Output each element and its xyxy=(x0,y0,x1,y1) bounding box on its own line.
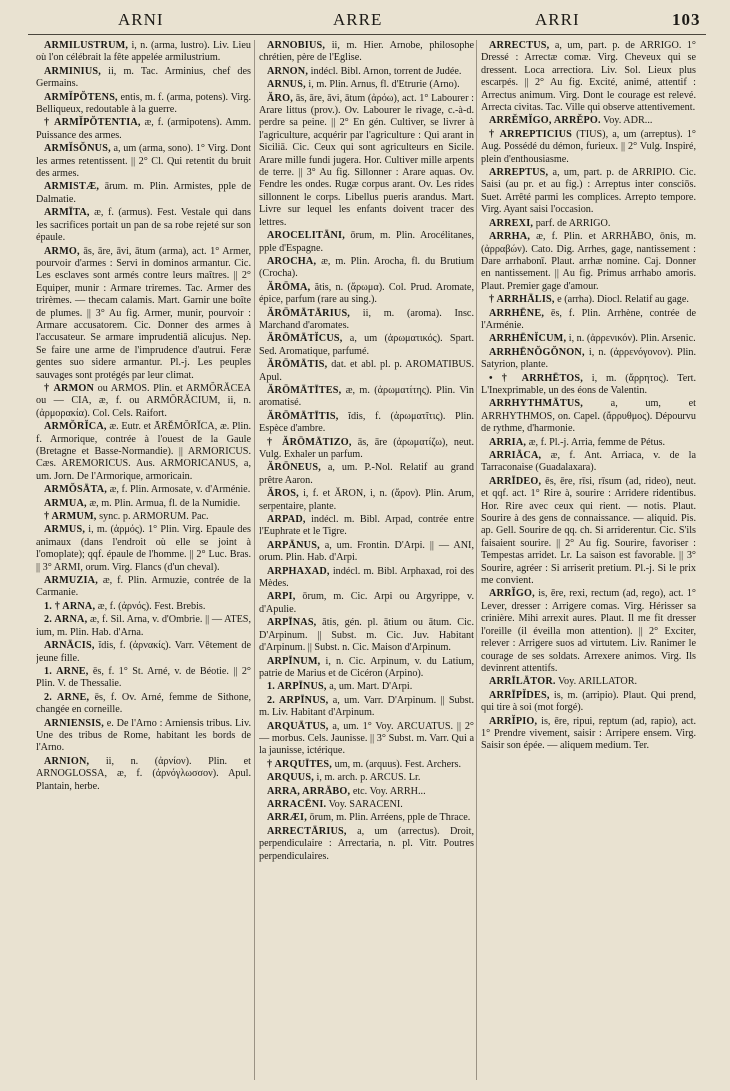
entry-headword: ĂRŌMĀTĪTIS, xyxy=(267,410,339,422)
entry-headword: ARPHAXAD, xyxy=(267,565,330,577)
entry-headword: ARRĬGO, xyxy=(489,588,535,600)
entry-definition: ōrum, m. Plin. Arréens, pple de Thrace. xyxy=(306,812,471,824)
entry-definition: æ, f. Pl.-j. Arria, femme de Pétus. xyxy=(526,436,666,448)
dictionary-entry xyxy=(481,40,696,114)
entry-headword: ARMĬSŎNUS, xyxy=(44,143,111,155)
entry-headword: ARRA, ARRĀBO, xyxy=(267,785,351,797)
entry-definition: ēs, f. 1° St. Arné, v. de Béotie. || 2° Plin. V. de Thessalie. xyxy=(36,665,251,690)
entry-definition: æ, f. Plin. Armuzie, contrée de la Carmanie. xyxy=(36,575,251,599)
entry-definition: e. De l'Arno : Arniensis tribus. Liv. Une des tribus de Rome, habitant les bords de l'Arno. xyxy=(36,717,251,754)
entry-definition: ēs, f. Plin. Arrhène, contrée de l'Arménie. xyxy=(481,307,696,331)
entry-definition: ās, āre, āvi, ātum (arma), act. 1° Armer, pourvoir d'armes : Servi in dominos armantur. Cic. Les esclaves sont armés contre leurs maîtres. || 2° Equiper, munir : Armare triremes. Tac. Armer des trirèmes. — thecam calamis. Mart. Garnir une boîte de plumes. || 3° Au fig. Armer, munir, pourvoir : Armare accusatorem. Cic. Donner des armes à l'accusateur. Se armare imprudentiā alicujus. Nep. Se faire une arme de l'imprudence d'autrui. Feræ gentes suo sidere armantur. Pl.-j. Les peuples sauvages sont protégés par leur climat. xyxy=(36,245,251,381)
entry-definition: sync. p. ARMORUM. Pac. xyxy=(96,511,209,523)
entry-headword: ARRĔMĬGO, ARRĔPO. xyxy=(489,115,601,127)
entry-definition: a, um (ἀρωματικός). Spart. Sed. Aromatique, parfumé. xyxy=(259,333,474,357)
entry-definition: ĭdis, f. (ἀρωματῖτις). Plin. Espèce d'ambre. xyxy=(259,410,474,435)
dictionary-entry xyxy=(36,692,251,717)
dictionary-entry xyxy=(259,826,474,863)
column-divider xyxy=(254,40,255,1080)
dictionary-entry xyxy=(481,129,696,166)
right-guide-word: ARRI xyxy=(535,10,580,29)
dictionary-entry xyxy=(481,398,696,435)
center-guide-word: ARRE xyxy=(333,10,383,29)
dictionary-entry xyxy=(36,756,251,793)
entry-headword: † ĂRŌMĀTIZO, xyxy=(267,436,352,448)
entry-headword: ARMŎRĬCA, xyxy=(44,421,107,433)
entry-headword: ARRÆI, xyxy=(267,812,307,824)
dictionary-entry xyxy=(36,666,251,691)
entry-definition: i, n. Cic. Arpinum, v. du Latium, patrie de Marius et de Cicéron (Arpino). xyxy=(259,655,474,679)
column-3 xyxy=(481,40,696,1085)
dictionary-entry xyxy=(259,230,474,255)
entry-headword: ARPĪNUM, xyxy=(267,655,321,667)
dictionary-entry xyxy=(481,231,696,293)
dictionary-entry xyxy=(481,676,696,688)
entry-headword: ARNIENSIS, xyxy=(44,717,105,729)
entry-headword: 2. ARNE, xyxy=(44,691,90,703)
entry-headword: 1. ARPĪNUS, xyxy=(267,681,327,693)
entry-definition: ii, m. Hier. Arnobe, philosophe chrétien, père de l'Eglise. xyxy=(259,40,474,64)
dictionary-entry xyxy=(481,218,696,230)
entry-definition: æ, m. Plin. Arocha, fl. du Brutium (Crocha). xyxy=(259,255,474,280)
dictionary-entry xyxy=(259,759,474,771)
entry-definition: ōrum, m. Cic. Arpi ou Argyrippe, v. d'Apulie. xyxy=(259,591,474,615)
entry-definition: is, m. (arripio). Plaut. Qui prend, qui tire à soi (mot forgé). xyxy=(481,689,696,714)
dictionary-entry xyxy=(481,115,696,127)
dictionary-entry xyxy=(259,656,474,681)
entry-definition: a, um. Mart. D'Arpi. xyxy=(326,681,413,693)
dictionary-entry xyxy=(259,514,474,539)
entry-headword: ARRIĀCA, xyxy=(489,450,542,461)
entry-definition: parf. de ARRIGO. xyxy=(533,217,611,229)
dictionary-entry xyxy=(36,383,251,420)
dictionary-entry xyxy=(259,799,474,811)
entry-headword: ARRĬPIO, xyxy=(489,715,538,727)
entry-definition: ou ARMOS. Plin. et ARMŎRĂCEA ou — CIA, æ, f. ou ARMŎRĂCIUM, ii, n. (ἀρμορακία). Col. Cels. Raifort. xyxy=(36,382,251,419)
entry-headword: † ARMON xyxy=(44,382,95,394)
dictionary-entry xyxy=(259,359,474,384)
entry-headword: ĂRŌMĀTIS, xyxy=(267,359,328,371)
entry-headword: † ARMUM, xyxy=(44,511,97,523)
entry-definition: ōrum, m. Plin. Arocélitanes, pple d'Espagne. xyxy=(259,230,474,254)
dictionary-entry xyxy=(481,167,696,217)
page-number: 103 xyxy=(672,10,701,29)
entry-headword: ARNOBIUS, xyxy=(267,40,326,51)
dictionary-entry xyxy=(36,614,251,639)
entry-definition: i, m. Plin. Arnus, fl. d'Etrurie (Arno). xyxy=(305,79,460,91)
entry-definition: ătis, n. (ἄρωμα). Col. Prud. Aromate, épice, parfum (rare au sing.). xyxy=(259,281,474,306)
dictionary-entry xyxy=(259,617,474,654)
entry-headword: ARRACĒNI. xyxy=(267,798,327,810)
entry-headword: 2. ARNA, xyxy=(44,614,88,626)
dictionary-entry xyxy=(259,411,474,436)
dictionary-entry xyxy=(259,591,474,616)
entry-definition: a, um, part. p. de ARRIPIO. Cic. Saisi (au pr. et au fig.) : Arreptus inter consciōs. Suet. Arrêté parmi les complices. Arrepto tempore. Virg. Ayant saisi l'occasion. xyxy=(481,167,696,216)
entry-definition: ii, m. (aroma). Insc. Marchand d'aromates. xyxy=(259,307,474,331)
dictionary-entry xyxy=(36,40,251,65)
dictionary-entry xyxy=(36,575,251,600)
entry-headword: ARMUZIA, xyxy=(44,575,98,587)
column-divider xyxy=(476,40,477,1080)
dictionary-entry xyxy=(259,333,474,358)
entry-definition: dat. et abl. pl. p. AROMATIBUS. Apul. xyxy=(259,359,474,383)
entry-headword: ARMĬPŎTENS, xyxy=(44,91,118,103)
entry-headword: ARMISTÆ, xyxy=(44,181,100,193)
entry-headword: ARMŎSĀTA, xyxy=(44,484,108,496)
entry-definition: um, m. (arquus). Fest. Archers. xyxy=(332,758,462,770)
dictionary-entry xyxy=(259,566,474,591)
entry-headword: ARNĀCIS, xyxy=(44,640,95,652)
entry-definition: a, um (arrectus). Droit, perpendiculaire : Arrectaria, n. pl. Vitr. Poutres perpendiculaires. xyxy=(259,825,474,862)
dictionary-entry xyxy=(481,588,696,675)
entry-definition: æ, f. Plin. Armosate, v. d'Arménie. xyxy=(107,484,251,496)
entry-headword: 2. ARPĪNUS, xyxy=(267,694,329,706)
dictionary-entry xyxy=(259,786,474,798)
entry-headword: ARRHA, xyxy=(489,231,531,243)
dictionary-entry xyxy=(259,488,474,513)
entry-headword: ARREXI, xyxy=(489,217,534,229)
dictionary-entry xyxy=(259,385,474,410)
dictionary-entry xyxy=(36,640,251,665)
entry-definition: a, um. Frontin. D'Arpi. || — ANI, orum. Plin. Hab. d'Arpi. xyxy=(259,539,474,564)
entry-definition: ēs, ēre, rīsi, rīsum (ad, rideo), neut. et qqf. act. 1° Rire à, sourire : Arridere ridentibus. Hor. Rire avec ceux qui rient. — notis. Plaut. Sourire à des gens de connaissance. — aliquid. Pis. ap. Gell. Sourire de qq. ch. Si arriderentur. Cic. S'ils faisaient sourire. || 2° Au fig. Sourire, favoriser : Tempestas arridet. Lr. La saison est favorable. || 3° Sourire, agréer : Si arriserit pretium. Pl.-j. Si le prix me convient. xyxy=(481,475,696,587)
entry-definition: i, n. (ἀρρενικόν). Plin. Arsenic. xyxy=(566,333,696,345)
entry-headword: ARRĪLĀTOR. xyxy=(489,676,556,688)
dictionary-entry xyxy=(481,690,696,715)
entry-headword: ARMO, xyxy=(44,245,80,257)
entry-definition: a, um. P.-Nol. Relatif au grand prêtre Aaron. xyxy=(259,462,474,486)
page-header xyxy=(0,10,730,34)
entry-definition: indécl. Bibl. Arnon, torrent de Judée. xyxy=(308,65,462,77)
entry-headword: 1. ARNE, xyxy=(44,665,89,677)
dictionary-entry xyxy=(259,308,474,333)
entry-headword: † ARMĬPŎTENTIA, xyxy=(44,117,141,129)
dictionary-entry xyxy=(481,450,696,475)
dictionary-entry xyxy=(259,462,474,487)
entry-definition: indécl. m. Bibl. Arphaxad, roi des Mèdes. xyxy=(259,565,474,590)
entry-definition: ās, āre (ἀρωματίζω), neut. Vulg. Exhaler un parfum. xyxy=(259,436,474,460)
entry-headword: ARQUĀTUS, xyxy=(267,720,329,732)
dictionary-entry xyxy=(36,511,251,523)
entry-headword: ARQUUS, xyxy=(267,772,314,784)
entry-definition: etc. Voy. ARRH... xyxy=(350,785,426,797)
dictionary-entry xyxy=(36,718,251,755)
entry-headword: ARRHĒNE, xyxy=(489,307,545,319)
entry-definition: ii, m. Tac. Arminius, chef des Germains. xyxy=(36,65,251,90)
entry-definition: æ, f. Plin. et ARRHĀBO, ōnis, m. (ἀρραβών). Cato. Dig. Arrhes, gage, nantissement : Dare arrhabonī. Plaut. arrhæ nomine. Caj. Donner en nantissement. || Au fig. Primus arrhabo amoris. Plaut. Premier gage d'amour. xyxy=(481,231,696,292)
dictionary-entry xyxy=(259,66,474,78)
entry-definition: i, f. et ĂRON, i, n. (ἄρον). Plin. Arum, serpentaire, plante. xyxy=(259,488,474,512)
entry-headword: ARPĪNAS, xyxy=(267,617,317,629)
entry-headword: ARPAD, xyxy=(267,514,306,526)
dictionary-entry xyxy=(481,333,696,345)
dictionary-entry xyxy=(36,181,251,206)
entry-headword: ARRHĒNŎGŎNON, xyxy=(489,346,585,358)
entry-headword: AROCHA, xyxy=(267,255,317,267)
entry-headword: ĂROS, xyxy=(267,488,299,500)
entry-definition: Voy. SARACENI. xyxy=(326,798,403,810)
entry-headword: ARRĪPĬDES, xyxy=(489,689,550,701)
dictionary-entry xyxy=(259,93,474,229)
entry-headword: • † ARRHĒTOS, xyxy=(489,372,584,384)
dictionary-entry xyxy=(259,772,474,784)
entry-definition: (TIUS), a, um (arreptus). 1° Aug. Possédé du démon, furieux. || 2° Vulg. Inspiré, plein d'enthousiasme. xyxy=(481,128,696,165)
left-guide-word: ARNI xyxy=(118,10,164,29)
entry-headword: ARNUS, xyxy=(267,79,306,91)
column-1 xyxy=(36,40,251,1085)
entry-definition: a, um. 1° Voy. ARCUATUS. || 2° — morbus. Cels. Jaunisse. || 3° Subst. m. Varr. Qui a la jaunisse, ictérique. xyxy=(259,720,474,757)
dictionary-entry xyxy=(259,282,474,307)
entry-definition: a, um, et ARRHYTHMOS, on. Capel. (ἄρρυθμος). Dépourvu de rythme, d'harmonie. xyxy=(481,398,696,435)
entry-headword: ARRĪDEO, xyxy=(489,475,542,487)
entry-definition: entis, m. f. (arma, potens). Virg. Belliqueux, redoutable à la guerre. xyxy=(36,91,251,116)
entry-definition: Voy. ARILLATOR. xyxy=(555,676,638,688)
entry-definition: i, m. arch. p. ARCUS. Lr. xyxy=(313,772,421,784)
dictionary-entry xyxy=(259,695,474,720)
dictionary-entry xyxy=(36,92,251,117)
entry-definition: æ, f. (armus). Fest. Vestale qui dans les sacrifices portait un pan de sa robe rejeté sur son épaule. xyxy=(36,207,251,244)
dictionary-entry xyxy=(36,246,251,382)
entry-headword: ARREPTUS, xyxy=(489,167,549,179)
entry-headword: ARNION, xyxy=(44,755,90,767)
dictionary-entry xyxy=(36,601,251,613)
entry-headword: ARRHYTHMĀTUS, xyxy=(489,398,584,410)
entry-headword: AROCELITĀNI, xyxy=(267,230,345,242)
entry-definition: i, m. (ἁρμός). 1° Plin. Virg. Epaule des animaux (dans l'endroit où elle se joint à l'omoplate); qqf. épaule de l'homme. || 2° Luc. Bras. || 3° ARMI, orum. Virg. Flancs (d'un cheval). xyxy=(36,524,251,573)
entry-definition: ĭdis, f. (ἀρνακίς). Varr. Vêtement de jeune fille. xyxy=(36,640,251,664)
entry-headword: ARRECTĀRIUS, xyxy=(267,825,347,837)
entry-headword: ARRIA, xyxy=(489,436,527,448)
column-2 xyxy=(259,40,474,1085)
dictionary-entry xyxy=(36,524,251,574)
entry-headword: 1. † ARNA, xyxy=(44,600,96,612)
entry-headword: ARMINIUS, xyxy=(44,65,101,77)
entry-definition: i, n. (arma, lustro). Liv. Lieu où l'on célébrait la fête appelée armilustrium. xyxy=(36,40,251,64)
entry-headword: ARRECTUS, xyxy=(489,40,550,51)
dictionary-entry xyxy=(36,117,251,142)
dictionary-entry xyxy=(481,476,696,588)
entry-headword: ARNON, xyxy=(267,65,309,77)
entry-definition: ās, āre, āvi, ātum (ἀρόω), act. 1° Labourer : Arare littus (prov.). Ov. Labourer le rivage, c.-à-d. perdre sa peine. || 2° En gén. Cultiver, se livrer à l'agriculture, acquérir par l'agriculture : Qui arant in Siciliā. Cic. Ceux qui sont agriculteurs en Sicile. Arare mille fundi jugera. Hor. Cultiver mille arpents de terre. || 3° Au fig. Sillonner : Arare aquas. Ov. Fendre les ondes. Rugæ corpus arant. Ov. Les rides sillonnent le corps. Libellus pueris arandus. Mart. Livre sur lequel les enfants doivent tracer des lettres. xyxy=(259,92,474,228)
header-rule xyxy=(28,34,706,35)
dictionary-entry xyxy=(259,540,474,565)
entry-definition: i, n. (ἀρρενόγονον). Plin. Satyrion, plante. xyxy=(481,346,696,371)
entry-definition: æ, f. Ant. Arriaca, v. de la Tarraconaise (Guadalaxara). xyxy=(481,450,696,474)
entry-headword: † ARRHĀLIS, xyxy=(489,294,555,306)
entry-headword: ARMUA, xyxy=(44,497,87,509)
dictionary-entry xyxy=(259,812,474,824)
entry-definition: a, um, part. p. de ARRIGO. 1° Dressé : Arrectæ comæ. Virg. Cheveux qui se dressent. Loca arrectiora. Liv. Sol. Lieux plus escarpés. || 2° Au fig. Excité, animé, attentif : Arrectus animum. Virg. Dont le courage est relevé. Arrecta civitas. Tac. Ville qui observe attentivement. xyxy=(481,40,696,114)
dictionary-entry xyxy=(36,498,251,510)
entry-definition: Voy. ADR... xyxy=(600,115,653,127)
dictionary-entry xyxy=(259,721,474,758)
entry-definition: æ, m. (ἀρωματίτης). Plin. Vin aromatisé. xyxy=(259,384,474,409)
entry-definition: æ. Eutr. et ĀRĔMŎRĬCA, æ. Plin. f. Armorique, contrée à l'ouest de la Gaule (Bretagne et Basse-Normandie). || ARMORICUS. Cæs. AREMORICUS. Aus. ARMORICANUS, a, um. Jorn. De l'Armorique, armoricain. xyxy=(36,421,251,482)
dictionary-entry xyxy=(36,484,251,496)
entry-headword: † ARREPTICIUS xyxy=(489,128,573,140)
dictionary-entry xyxy=(36,421,251,483)
entry-definition: ātis, gén. pl. ātium ou ātum. Cic. D'Arpinum. || Subst. m. Cic. Juv. Habitant d'Arpinum. || Subst. n. Cic. Maison d'Arpinum. xyxy=(259,617,474,654)
entry-definition: i, m. (ἄρρητος). Tert. L'Inexprimable, un des éons de Valentin. xyxy=(481,372,696,396)
entry-headword: ARMĪTA, xyxy=(44,207,90,219)
entry-headword: ĂRŌNEUS, xyxy=(267,462,321,474)
entry-headword: ARRHĒNĬCUM, xyxy=(489,333,567,345)
entry-definition: a, um. Varr. D'Arpinum. || Subst. m. Liv. Habitant d'Arpinum. xyxy=(259,694,474,719)
entry-headword: ĂRO, xyxy=(267,92,293,104)
entry-headword: ĂRŌMĀTĀRIUS, xyxy=(267,307,351,319)
entry-headword: ARMILUSTRUM, xyxy=(44,40,129,51)
dictionary-entry xyxy=(259,681,474,693)
entry-headword: ARPI, xyxy=(267,591,296,603)
entry-definition: ārum. m. Plin. Armistes, pple de Dalmatie. xyxy=(36,181,251,205)
entry-definition: indécl. m. Bibl. Arpad, contrée entre l'Euphrate et le Tigre. xyxy=(259,514,474,538)
dictionary-entry xyxy=(481,347,696,372)
dictionary-entry xyxy=(481,373,696,398)
dictionary-entry xyxy=(481,716,696,753)
dictionary-entry xyxy=(259,40,474,65)
dictionary-entry xyxy=(259,256,474,281)
dictionary-entry xyxy=(259,437,474,462)
dictionary-entry xyxy=(36,143,251,180)
entry-definition: is, ēre, rexi, rectum (ad, rego), act. 1° Lever, dresser : Arrigere comas. Virg. Hérisser sa crinière. Mihi arrexit aures. Plaut. Il me fit dresser l'oreille (il éveilla mon attention). || 2° Exciter, relever : Arrigere suos ad virtutem. Liv. Ranimer le courage de ses soldats. Arrexere animos. Virg. Ils devinrent attentifs. xyxy=(481,588,696,674)
entry-headword: † ARQUĪTES, xyxy=(267,758,333,770)
dictionary-entry xyxy=(36,207,251,244)
entry-definition: æ, f. (ἀρνός). Fest. Brebis. xyxy=(95,600,206,612)
entry-definition: ēs, f. Ov. Arné, femme de Sithone, changée en corneille. xyxy=(36,691,251,716)
entry-headword: ĂRŌMĀTĬCUS, xyxy=(267,333,343,345)
entry-definition: a, um (arma, sono). 1° Virg. Dont les armes retentissent. || 2° Cl. Qui retentit du bruit des armes. xyxy=(36,143,251,180)
entry-headword: ĂRŌMĀTĪTES, xyxy=(267,384,342,396)
entry-definition: æ, f. (armipotens). Amm. Puissance des armes. xyxy=(36,117,251,141)
dictionary-entry xyxy=(259,79,474,91)
entry-definition: e (arrha). Diocl. Relatif au gage. xyxy=(554,294,689,306)
entry-definition: æ, m. Plin. Armua, fl. de la Numidie. xyxy=(86,497,241,509)
dictionary-entry xyxy=(481,308,696,333)
entry-definition: æ, f. Sil. Arna, v. d'Ombrie. || — ATES, ium, m. Plin. Hab. d'Arna. xyxy=(36,614,251,638)
entry-definition: is, ēre, ripui, reptum (ad, rapio), act. 1° Prendre vivement, saisir : Arripere ensem. Virg. Saisir son épée. — aliquem medium. Ter. xyxy=(481,715,696,752)
entry-headword: ĂRŌMA, xyxy=(267,281,311,293)
dictionary-entry xyxy=(481,294,696,306)
entry-headword: ARMUS, xyxy=(44,524,86,536)
dictionary-entry xyxy=(36,66,251,91)
entry-definition: ii, n. (ἀρνίον). Plin. et ARNOGLOSSA, æ, f. (ἀρνόγλωσσον). Apul. Plantain, herbe. xyxy=(36,755,251,792)
dictionary-entry xyxy=(481,437,696,449)
entry-headword: ARPĀNUS, xyxy=(267,539,320,551)
